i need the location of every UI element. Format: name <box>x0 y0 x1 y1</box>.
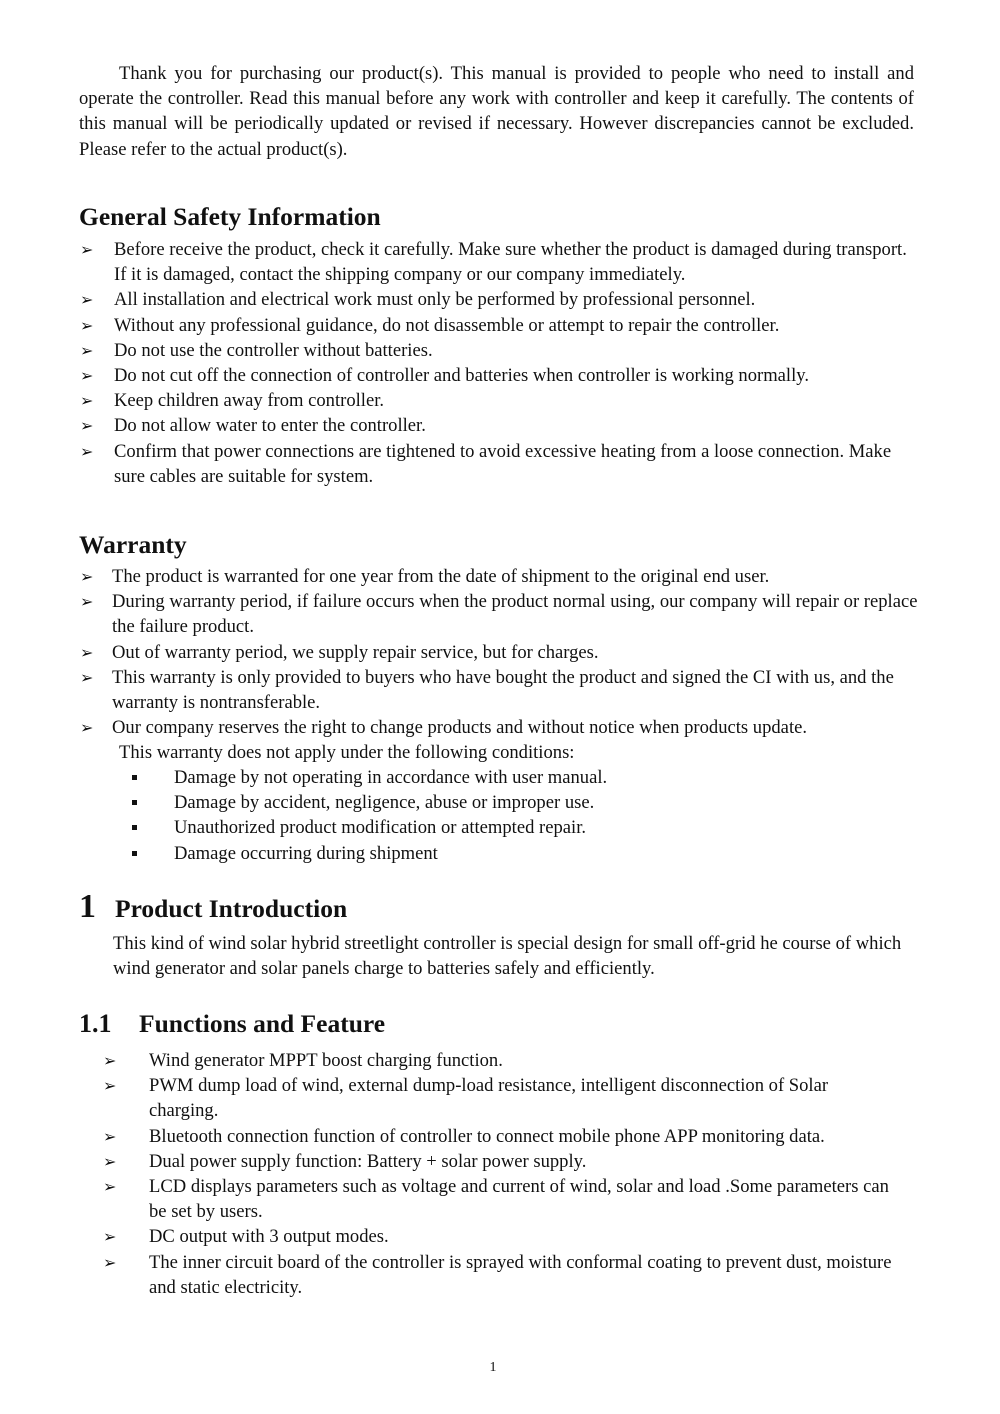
list-item: ➢ Out of warranty period, we supply repair service, but for charges. <box>80 640 920 665</box>
arrow-bullet-icon: ➢ <box>80 290 94 310</box>
list-item: ➢ Wind generator MPPT boost charging function. <box>100 1048 900 1073</box>
list-item: Unauthorized product modification or attempted repair. <box>132 815 607 840</box>
arrow-bullet-icon: ➢ <box>80 240 94 259</box>
arrow-bullet-icon: ➢ <box>103 1177 117 1197</box>
list-item: ➢ This warranty is only provided to buyers who have bought the product and signed the CI with us, and the warranty is nontransferable. <box>80 666 894 714</box>
section-1-1-heading: Functions and Feature <box>139 1009 386 1038</box>
arrow-bullet-icon: ➢ <box>80 642 94 662</box>
list-item: ➢ Bluetooth connection function of controller to connect mobile phone APP monitoring data. <box>100 1124 900 1149</box>
list-item: ➢ Do not allow water to enter the controller. <box>80 413 920 438</box>
warranty-conditions-list <box>132 765 607 866</box>
list-item: Damage by not operating in accordance with user manual. <box>132 765 607 790</box>
list-item: ➢ Before receive the product, check it carefully. Make sure whether the product is damaged during transport. If it is damaged, contact the shipping company or our company immediately. <box>80 239 907 286</box>
section-1-number: 1 <box>79 888 96 925</box>
arrow-bullet-icon: ➢ <box>103 1151 117 1171</box>
features-list <box>100 1048 900 1300</box>
arrow-bullet-icon: ➢ <box>80 718 94 738</box>
product-introduction-text: This kind of wind solar hybrid streetlight controller is special design for small off-grid he course of which wind generator and solar panels charge to batteries safely and efficiently. <box>113 933 902 980</box>
list-item: ➢ PWM dump load of wind, external dump-load resistance, intelligent disconnection of Solar charging. <box>103 1075 829 1122</box>
arrow-bullet-icon: ➢ <box>80 366 94 386</box>
warranty-conditions-intro: This warranty does not apply under the following conditions: <box>119 742 575 763</box>
square-bullet-icon <box>132 851 137 856</box>
section-1-1-number: 1.1 <box>79 1009 112 1038</box>
list-item: ➢ Dual power supply function: Battery + solar power supply. <box>100 1149 900 1174</box>
arrow-bullet-icon: ➢ <box>103 1126 117 1146</box>
arrow-bullet-icon: ➢ <box>80 441 94 461</box>
list-item: ➢ Do not use the controller without batteries. <box>80 338 920 363</box>
section-1-heading: Product Introduction <box>115 894 348 923</box>
arrow-bullet-icon: ➢ <box>80 416 94 436</box>
list-item: ➢ The inner circuit board of the controller is sprayed with conformal coating to prevent dust, moisture and static electricity. <box>103 1251 892 1298</box>
arrow-bullet-icon: ➢ <box>80 667 94 687</box>
list-item: Damage occurring during shipment <box>132 841 607 866</box>
list-item: ➢ Keep children away from controller. <box>80 388 920 413</box>
list-item: ➢ Do not cut off the connection of controller and batteries when controller is working normally. <box>80 363 920 388</box>
arrow-bullet-icon: ➢ <box>80 340 94 360</box>
list-item: ➢ The product is warranted for one year from the date of shipment to the original end user. <box>80 564 920 589</box>
square-bullet-icon <box>132 825 137 830</box>
arrow-bullet-icon: ➢ <box>80 315 94 335</box>
square-bullet-icon <box>132 775 137 780</box>
list-item: ➢ All installation and electrical work must only be performed by professional personnel. <box>80 287 920 312</box>
list-item: ➢ DC output with 3 output modes. <box>100 1224 900 1249</box>
safety-list <box>80 237 920 489</box>
list-item: ➢ LCD displays parameters such as voltage and current of wind, solar and load .Some parameters can be set by users. <box>103 1176 889 1223</box>
arrow-bullet-icon: ➢ <box>103 1252 117 1272</box>
list-item: ➢ Without any professional guidance, do not disassemble or attempt to repair the controller. <box>80 313 920 338</box>
arrow-bullet-icon: ➢ <box>103 1227 117 1247</box>
list-item: Damage by accident, negligence, abuse or improper use. <box>132 790 607 815</box>
square-bullet-icon <box>132 800 137 805</box>
list-item: ➢ During warranty period, if failure occurs when the product normal using, our company will repair or replace the failure product. <box>80 591 918 638</box>
arrow-bullet-icon: ➢ <box>103 1076 117 1096</box>
warranty-heading: Warranty <box>79 530 187 559</box>
safety-heading: General Safety Information <box>79 202 381 231</box>
page-number: 1 <box>489 1360 497 1375</box>
arrow-bullet-icon: ➢ <box>80 567 94 586</box>
warranty-list <box>80 564 920 740</box>
list-item: ➢ Our company reserves the right to change products and without notice when products update. <box>80 715 920 740</box>
arrow-bullet-icon: ➢ <box>80 391 94 411</box>
list-item: ➢ Confirm that power connections are tightened to avoid excessive heating from a loose connection. Make sure cables are suitable for system. <box>80 440 892 487</box>
arrow-bullet-icon: ➢ <box>103 1051 117 1070</box>
intro-paragraph: Thank you for purchasing our product(s). This manual is provided to people who need to install and operate the controller. Read this manual before any work with controller and keep it carefully. The contents of this manual will be periodically updated or revised if necessary. However discrepancies cannot be excluded. Please refer to the actual product(s). <box>79 63 914 160</box>
arrow-bullet-icon: ➢ <box>80 592 94 612</box>
